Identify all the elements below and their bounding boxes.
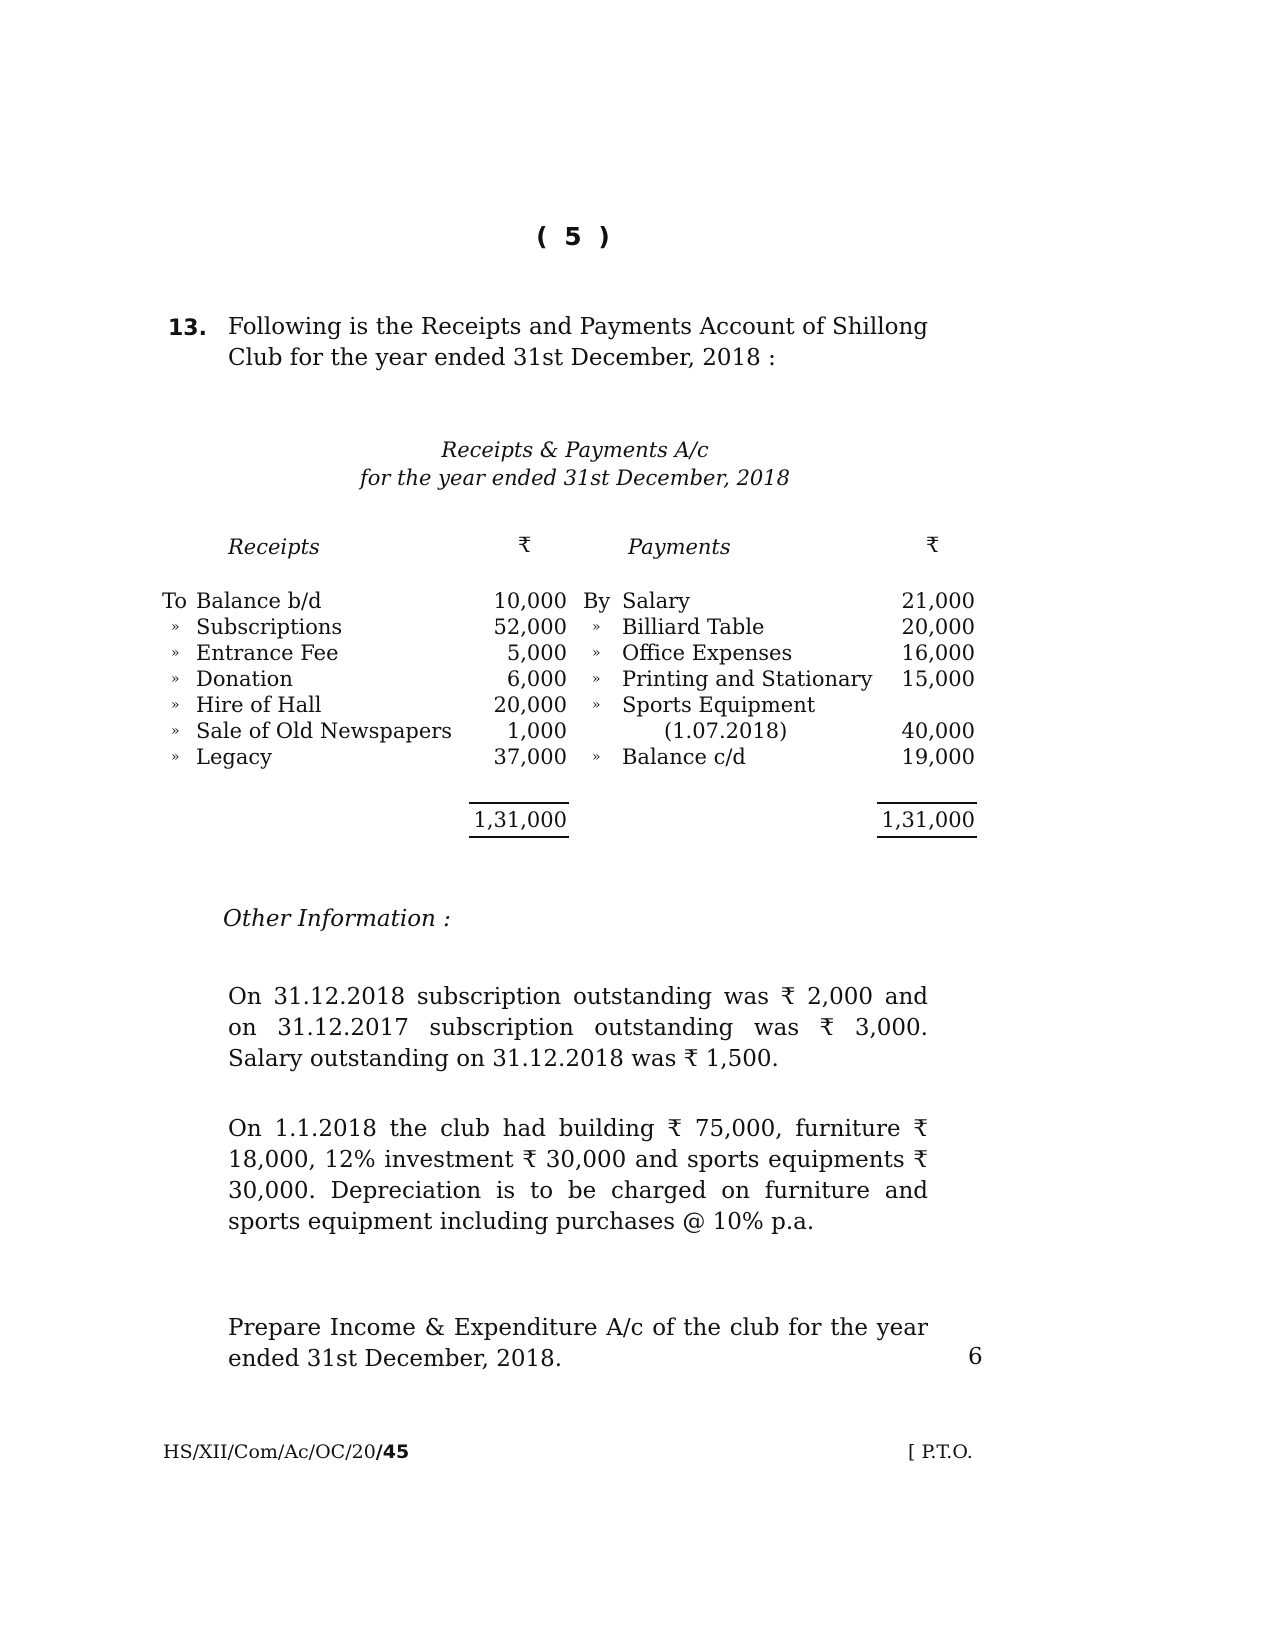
receipt-item: Donation: [196, 667, 293, 691]
payments-currency-symbol: ₹: [926, 533, 940, 557]
receipt-amount: 10,000: [493, 589, 567, 613]
payment-amount: 15,000: [901, 667, 975, 691]
table-row: [0, 744, 1275, 770]
receipt-item: Sale of Old Newspapers: [196, 719, 453, 743]
receipt-prefix: »: [171, 723, 180, 739]
receipt-item: Subscriptions: [196, 615, 343, 639]
receipt-item: Balance b/d: [196, 589, 322, 613]
paragraph-subscription: On 31.12.2018 subscription outstanding was ₹ 2,000 and on 31.12.2017 subscription outstanding was ₹ 3,000. Salary outstanding on 31.12.2018 was ₹ 1,500.: [228, 984, 928, 1072]
paragraph-assets: On 1.1.2018 the club had building ₹ 75,000, furniture ₹ 18,000, 12% investment ₹ 30,000 and sports equipments ₹ 30,000. Depreciation is to be charged on furniture and sports equipment including purchases @ 10% p.a.: [228, 1116, 928, 1235]
receipt-prefix: »: [171, 697, 180, 713]
payments-total: 1,31,000: [881, 808, 975, 832]
payment-prefix: »: [592, 619, 601, 635]
page-number: ( 5 ): [536, 222, 614, 251]
payment-item: (1.07.2018): [664, 719, 788, 743]
payment-amount: 20,000: [901, 615, 975, 639]
receipt-item: Hire of Hall: [196, 693, 322, 717]
payment-prefix: »: [592, 671, 601, 687]
receipts-total-bottom-rule: [469, 836, 569, 838]
receipts-currency-symbol: ₹: [518, 533, 532, 557]
account-title: Receipts & Payments A/c: [441, 438, 709, 462]
table-row: [0, 718, 1275, 744]
receipt-prefix: »: [171, 619, 180, 635]
pto-label: [ P.T.O.: [908, 1441, 973, 1463]
paper-code: HS/XII/Com/Ac/OC/20/45: [163, 1441, 410, 1463]
payment-prefix: By: [583, 589, 611, 613]
payment-prefix: »: [592, 697, 601, 713]
payments-total-top-rule: [877, 802, 977, 804]
account-subtitle: for the year ended 31st December, 2018: [359, 466, 791, 490]
receipt-amount: 5,000: [506, 641, 567, 665]
receipt-amount: 37,000: [493, 745, 567, 769]
payment-prefix: »: [592, 749, 601, 765]
receipt-amount: 1,000: [506, 719, 567, 743]
receipt-amount: 6,000: [506, 667, 567, 691]
payment-item: Salary: [622, 589, 691, 613]
receipts-total-top-rule: [469, 802, 569, 804]
payment-item: Sports Equipment: [622, 693, 816, 717]
receipt-item: Entrance Fee: [196, 641, 339, 665]
payments-header: Payments: [628, 535, 731, 559]
receipt-prefix: »: [171, 671, 180, 687]
payment-amount: 16,000: [901, 641, 975, 665]
receipt-prefix: »: [171, 749, 180, 765]
receipt-prefix: To: [162, 589, 188, 613]
table-row: [0, 692, 1275, 718]
receipt-item: Legacy: [196, 745, 272, 769]
receipt-amount: 20,000: [493, 693, 567, 717]
payment-item: Balance c/d: [622, 745, 746, 769]
payment-item: Billiard Table: [622, 615, 765, 639]
payment-prefix: »: [592, 645, 601, 661]
receipts-header: Receipts: [228, 535, 320, 559]
paragraph-instruction: Prepare Income & Expenditure A/c of the club for the year ended 31st December, 2018.: [228, 1315, 928, 1372]
payment-amount: 19,000: [901, 745, 975, 769]
question-text: Following is the Receipts and Payments Account of Shillong Club for the year ended 31st December, 2018 :: [228, 314, 928, 371]
table-row: [0, 640, 1275, 666]
table-row: [0, 588, 1275, 614]
payment-item: Office Expenses: [622, 641, 793, 665]
receipt-amount: 52,000: [493, 615, 567, 639]
table-row: [0, 614, 1275, 640]
receipts-total: 1,31,000: [473, 808, 567, 832]
question-number: 13.: [168, 316, 207, 341]
table-row: [0, 666, 1275, 692]
receipt-prefix: »: [171, 645, 180, 661]
payment-amount: 21,000: [901, 589, 975, 613]
payments-total-bottom-rule: [877, 836, 977, 838]
marks: 6: [968, 1344, 983, 1370]
other-information-label: Other Information :: [223, 906, 451, 932]
payment-amount: 40,000: [901, 719, 975, 743]
payment-item: Printing and Stationary: [622, 667, 873, 691]
